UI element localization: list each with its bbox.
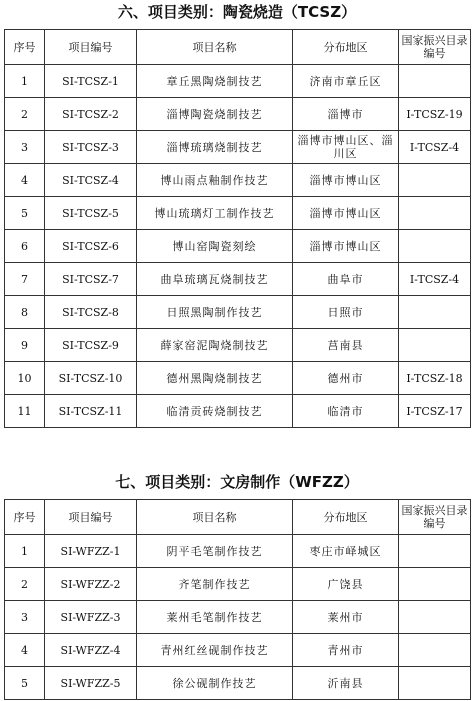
cell-name: 章丘黑陶烧制技艺 (137, 65, 293, 98)
cell-name: 淄博陶瓷烧制技艺 (137, 98, 293, 131)
table-row (5, 395, 471, 428)
cell-national-code (399, 197, 471, 230)
header-national-code: 国家振兴目录编号 (399, 500, 471, 535)
header-region: 分布地区 (293, 500, 399, 535)
cell-no: 1 (5, 65, 45, 98)
cell-name: 莱州毛笔制作技艺 (137, 601, 293, 634)
cell-national-code (399, 667, 471, 700)
cell-no: 2 (5, 98, 45, 131)
cell-name: 齐笔制作技艺 (137, 568, 293, 601)
cell-no: 3 (5, 601, 45, 634)
cell-national-code: I-TCSZ-17 (399, 395, 471, 428)
cell-national-code (399, 230, 471, 263)
cell-no: 4 (5, 634, 45, 667)
cell-no: 5 (5, 667, 45, 700)
cell-code: SI-TCSZ-9 (45, 329, 137, 362)
table-row (5, 667, 471, 700)
cell-no: 1 (5, 535, 45, 568)
cell-code: SI-TCSZ-11 (45, 395, 137, 428)
table-row (5, 197, 471, 230)
cell-code: SI-TCSZ-8 (45, 296, 137, 329)
cell-no: 4 (5, 164, 45, 197)
cell-code: SI-WFZZ-1 (45, 535, 137, 568)
cell-name: 博山琉璃灯工制作技艺 (137, 197, 293, 230)
cell-code: SI-TCSZ-4 (45, 164, 137, 197)
table-row (5, 230, 471, 263)
table-row (5, 131, 471, 164)
cell-no: 3 (5, 131, 45, 164)
cell-region: 淄博市博山区 (293, 197, 399, 230)
table-wfzz (4, 499, 471, 700)
cell-region: 莱州市 (293, 601, 399, 634)
cell-national-code: I-TCSZ-18 (399, 362, 471, 395)
cell-national-code (399, 601, 471, 634)
cell-region: 广饶县 (293, 568, 399, 601)
header-region: 分布地区 (293, 30, 399, 65)
cell-name: 博山窑陶瓷刻绘 (137, 230, 293, 263)
cell-region: 淄博市博山区 (293, 164, 399, 197)
cell-national-code (399, 329, 471, 362)
section-title-tcsz: 六、项目类别：陶瓷烧造（TCSZ） (117, 3, 357, 21)
header-name: 项目名称 (137, 30, 293, 65)
table-header-row (5, 500, 471, 535)
cell-no: 2 (5, 568, 45, 601)
cell-no: 8 (5, 296, 45, 329)
cell-no: 6 (5, 230, 45, 263)
table-row (5, 329, 471, 362)
table-row (5, 362, 471, 395)
cell-code: SI-TCSZ-6 (45, 230, 137, 263)
cell-name: 博山雨点釉制作技艺 (137, 164, 293, 197)
cell-national-code: I-TCSZ-4 (399, 263, 471, 296)
cell-region: 日照市 (293, 296, 399, 329)
cell-code: SI-TCSZ-1 (45, 65, 137, 98)
cell-no: 9 (5, 329, 45, 362)
cell-code: SI-TCSZ-3 (45, 131, 137, 164)
table-row (5, 568, 471, 601)
cell-national-code: I-TCSZ-4 (399, 131, 471, 164)
cell-region: 枣庄市峄城区 (293, 535, 399, 568)
cell-name: 日照黑陶制作技艺 (137, 296, 293, 329)
section-title-wfzz: 七、项目类别：文房制作（WFZZ） (115, 473, 359, 491)
cell-code: SI-TCSZ-5 (45, 197, 137, 230)
table-row (5, 601, 471, 634)
header-code: 项目编号 (45, 30, 137, 65)
cell-code: SI-TCSZ-7 (45, 263, 137, 296)
cell-name: 淄博琉璃烧制技艺 (137, 131, 293, 164)
cell-name: 青州红丝砚制作技艺 (137, 634, 293, 667)
cell-region: 临清市 (293, 395, 399, 428)
table-row (5, 296, 471, 329)
cell-code: SI-TCSZ-2 (45, 98, 137, 131)
cell-region: 青州市 (293, 634, 399, 667)
cell-no: 7 (5, 263, 45, 296)
table-row (5, 65, 471, 98)
cell-name: 德州黑陶烧制技艺 (137, 362, 293, 395)
table-row (5, 634, 471, 667)
cell-region: 沂南县 (293, 667, 399, 700)
cell-national-code (399, 568, 471, 601)
header-code: 项目编号 (45, 500, 137, 535)
cell-code: SI-WFZZ-4 (45, 634, 137, 667)
cell-region: 淄博市博山区、淄川区 (293, 131, 399, 164)
header-national-code: 国家振兴目录编号 (399, 30, 471, 65)
cell-region: 淄博市 (293, 98, 399, 131)
cell-name: 薛家窑泥陶烧制技艺 (137, 329, 293, 362)
table-row (5, 98, 471, 131)
cell-no: 11 (5, 395, 45, 428)
cell-region: 莒南县 (293, 329, 399, 362)
cell-code: SI-TCSZ-10 (45, 362, 137, 395)
table-row (5, 535, 471, 568)
cell-name: 徐公砚制作技艺 (137, 667, 293, 700)
header-no: 序号 (5, 500, 45, 535)
header-name: 项目名称 (137, 500, 293, 535)
cell-code: SI-WFZZ-2 (45, 568, 137, 601)
table-row (5, 164, 471, 197)
cell-region: 德州市 (293, 362, 399, 395)
cell-code: SI-WFZZ-3 (45, 601, 137, 634)
cell-national-code: I-TCSZ-19 (399, 98, 471, 131)
header-no: 序号 (5, 30, 45, 65)
table-tcsz (4, 29, 471, 428)
cell-national-code (399, 164, 471, 197)
cell-national-code (399, 296, 471, 329)
cell-name: 曲阜琉璃瓦烧制技艺 (137, 263, 293, 296)
cell-no: 10 (5, 362, 45, 395)
cell-region: 济南市章丘区 (293, 65, 399, 98)
cell-region: 曲阜市 (293, 263, 399, 296)
cell-national-code (399, 535, 471, 568)
cell-name: 阴平毛笔制作技艺 (137, 535, 293, 568)
cell-national-code (399, 65, 471, 98)
cell-national-code (399, 634, 471, 667)
table-row (5, 263, 471, 296)
table-header-row (5, 30, 471, 65)
cell-name: 临清贡砖烧制技艺 (137, 395, 293, 428)
cell-no: 5 (5, 197, 45, 230)
cell-region: 淄博市博山区 (293, 230, 399, 263)
cell-code: SI-WFZZ-5 (45, 667, 137, 700)
